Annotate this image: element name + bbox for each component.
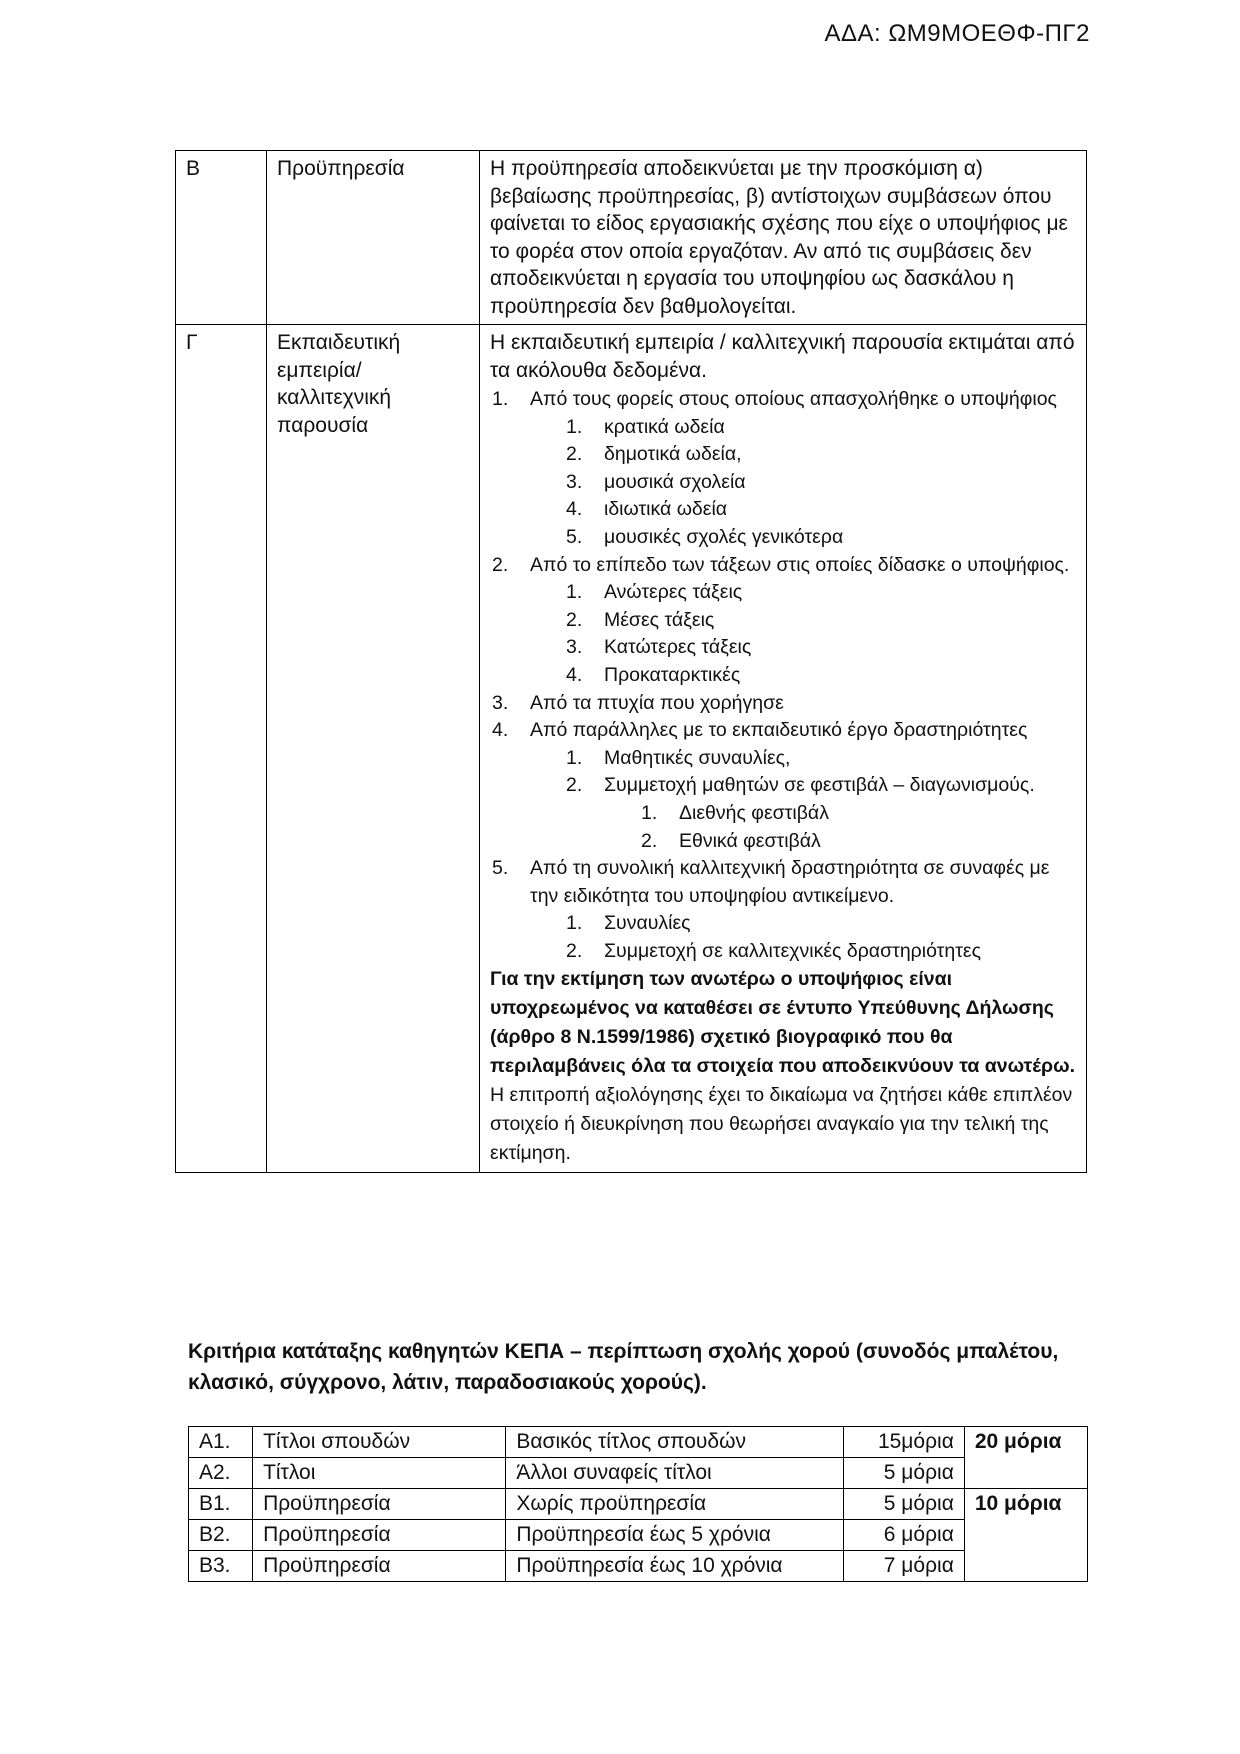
- list-item: 1. Ανώτερες τάξεις: [566, 581, 743, 604]
- row-description: Άλλοι συναφείς τίτλοι: [506, 1458, 843, 1489]
- row-category: Προϋπηρεσία: [253, 1520, 506, 1551]
- list-item: 2. Μέσες τάξεις: [566, 608, 715, 631]
- list-item: 3. Από τα πτυχία που χορήγησε: [492, 691, 784, 714]
- list-item: 1. κρατικά ωδεία: [566, 415, 725, 438]
- row-description: Προϋπηρεσία έως 10 χρόνια: [506, 1551, 843, 1582]
- row-code: Α2.: [189, 1458, 253, 1489]
- row-category: Προϋπηρεσία: [253, 1489, 506, 1520]
- row-code: Β2.: [189, 1520, 253, 1551]
- criteria-table: [175, 150, 1087, 1173]
- row-points: 7 μόρια: [843, 1551, 964, 1582]
- group-total: 10 μόρια: [964, 1489, 1087, 1582]
- table-row: [189, 1551, 1088, 1582]
- list-item: 3. μουσικά σχολεία: [566, 470, 746, 493]
- list-item: 5. Από τη συνολική καλλιτεχνική δραστηριότητα σε συναφές με: [492, 857, 1050, 880]
- list-item: 1. Από τους φορείς στους οποίους απασχολήθηκε ο υποψήφιος: [492, 388, 1057, 410]
- row-description: Προϋπηρεσία έως 5 χρόνια: [506, 1520, 843, 1551]
- row-category: Προϋπηρεσία: [253, 1551, 506, 1582]
- list-item: 2. Από το επίπεδο των τάξεων στις οποίες δίδασκε ο υποψήφιος.: [492, 553, 1070, 576]
- row-category: Τίτλοι σπουδών: [253, 1427, 506, 1458]
- list-item: 1. Διεθνής φεστιβάλ: [641, 801, 829, 824]
- row-code: Γ: [176, 325, 267, 1173]
- evaluation-note-rest: Η επιτροπή αξιολόγησης έχει το δικαίωμα να ζητήσει κάθε επιπλέον στοιχείο ή διευκρίνηση που θεωρήσει αναγκαίο για την τελική της εκτίμηση.: [490, 1084, 1073, 1165]
- row-points: 5 μόρια: [843, 1489, 964, 1520]
- section-heading: Κριτήρια κατάταξης καθηγητών ΚΕΠΑ – περίπτωση σχολής χορού (συνοδός μπαλέτου, κλασικό, σύγχρονο, λάτιν, παραδοσιακούς χορούς).: [188, 1340, 1059, 1394]
- table-row: [176, 151, 1087, 325]
- list-item: 4. Προκαταρκτικές: [566, 663, 741, 686]
- list-item: 2. Εθνικά φεστιβάλ: [641, 829, 821, 852]
- ada-code: ΑΔΑ: ΩΜ9ΜΟΕΘΦ-ΠΓ2: [824, 20, 1090, 47]
- row-code: Β: [176, 151, 267, 325]
- group-total: 20 μόρια: [964, 1427, 1087, 1489]
- row-points: 15μόρια: [843, 1427, 964, 1458]
- list-item: 2. Συμμετοχή σε καλλιτεχνικές δραστηριότητες: [566, 939, 982, 962]
- row-description: Χωρίς προϋπηρεσία: [506, 1489, 843, 1520]
- table-row: [189, 1489, 1088, 1520]
- row-name: Εκπαιδευτική εμπειρία/ καλλιτεχνική παρουσία: [267, 325, 480, 1173]
- row-name: Προϋπηρεσία: [267, 151, 480, 325]
- list-item: 4. ιδιωτικά ωδεία: [566, 498, 728, 521]
- row-description: Βασικός τίτλος σπουδών: [506, 1427, 843, 1458]
- evaluation-note: [490, 965, 1076, 1168]
- evaluation-note-bold: Για την εκτίμηση των ανωτέρω ο υποψήφιος είναι υποχρεωμένος να καταθέσει σε έντυπο Υπεύθυνης Δήλωσης (άρθρο 8 Ν.1599/1986) σχετικό βιογραφικό που θα περιλαμβάνεις όλα τα στοιχεία που αποδεικνύουν τα ανωτέρω.: [490, 968, 1075, 1078]
- row-code: Β1.: [189, 1489, 253, 1520]
- table-row: [189, 1427, 1088, 1458]
- row-text: [480, 151, 1087, 325]
- row-points: 5 μόρια: [843, 1458, 964, 1489]
- list-item: 2. δημοτικά ωδεία,: [566, 443, 742, 466]
- table-row: [176, 325, 1087, 1173]
- list-item: 2. Συμμετοχή μαθητών σε φεστιβάλ – διαγωνισμούς.: [566, 774, 1035, 797]
- points-table: [188, 1426, 1088, 1582]
- list-item: 1. Συναυλίες: [566, 912, 691, 935]
- list-item: 4. Από παράλληλες με το εκπαιδευτικό έργο δραστηριότητες: [492, 719, 1028, 742]
- row-b-text: Η προϋπηρεσία αποδεικνύεται με την προσκόμιση α) βεβαίωσης προϋπηρεσίας, β) αντίστοιχων συμβάσεων όπου φαίνεται το είδος εργασιακής σχέσης που είχε ο υποψήφιος με το φορέα στον οποία εργαζόταν. Αν από τις συμβάσεις δεν αποδεικνύεται η εργασία του υποψηφίου ως δασκάλου η προϋπηρεσία δεν βαθμολογείται.: [490, 157, 1068, 318]
- list-item: 5. μουσικές σχολές γενικότερα: [566, 525, 844, 548]
- row-points: 6 μόρια: [843, 1520, 964, 1551]
- table-row: [189, 1520, 1088, 1551]
- list-item-continuation: την ειδικότητα του υποψηφίου αντικείμενο.: [530, 884, 895, 907]
- row-code: Β3.: [189, 1551, 253, 1582]
- criteria-list: [490, 386, 1076, 965]
- row-code: Α1.: [189, 1427, 253, 1458]
- table-row: [189, 1458, 1088, 1489]
- row-category: Τίτλοι: [253, 1458, 506, 1489]
- row-g-intro: Η εκπαιδευτική εμπειρία / καλλιτεχνική παρουσία εκτιμάται από τα ακόλουθα δεδομένα.: [490, 331, 1075, 382]
- list-item: 1. Μαθητικές συναυλίες,: [566, 746, 791, 769]
- row-text: [480, 325, 1087, 1173]
- list-item: 3. Κατώτερες τάξεις: [566, 636, 752, 659]
